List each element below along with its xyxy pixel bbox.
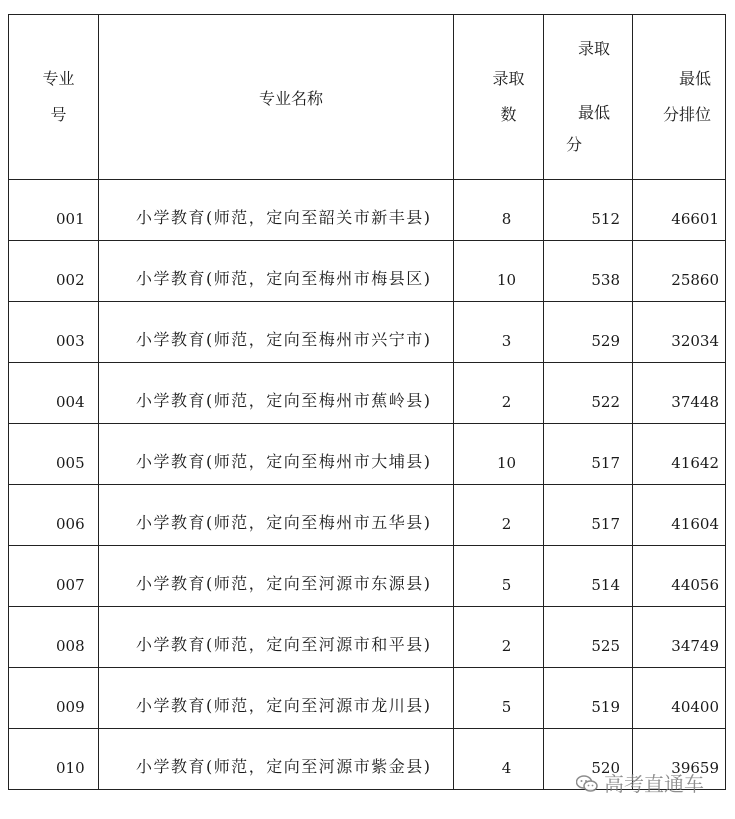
- cell-major-code: 007: [9, 546, 99, 607]
- header-admit-count-line2: 数: [500, 105, 517, 124]
- cell-major-name: 小学教育(师范，定向至河源市和平县): [99, 607, 454, 668]
- table-row: [9, 485, 726, 546]
- cell-major-name: 小学教育(师范，定向至梅州市大埔县): [99, 424, 454, 485]
- watermark-text: 高考直通车: [604, 772, 704, 796]
- cell-admit-count: 10: [454, 241, 544, 302]
- cell-major-name: 小学教育(师范，定向至河源市紫金县): [99, 729, 454, 790]
- cell-min-score: 519: [544, 668, 633, 729]
- cell-min-rank: 32034: [633, 302, 726, 363]
- header-admit-count-line1: 录取: [492, 69, 525, 88]
- header-min-rank: [633, 15, 726, 180]
- header-admit-count: [454, 15, 544, 180]
- cell-major-code: 003: [9, 302, 99, 363]
- cell-min-rank: 40400: [633, 668, 726, 729]
- cell-min-rank: 41604: [633, 485, 726, 546]
- cell-min-rank: 41642: [633, 424, 726, 485]
- table-row: [9, 302, 726, 363]
- cell-admit-count: 2: [454, 363, 544, 424]
- header-major-code-line2: 号: [50, 105, 67, 124]
- header-row: [9, 15, 726, 180]
- cell-admit-count: 8: [454, 180, 544, 241]
- cell-min-score: 517: [544, 424, 633, 485]
- cell-major-name: 小学教育(师范，定向至韶关市新丰县): [99, 180, 454, 241]
- cell-min-rank: 37448: [633, 363, 726, 424]
- header-min-score-line1: 录取: [578, 39, 611, 58]
- cell-major-code: 004: [9, 363, 99, 424]
- cell-major-name: 小学教育(师范，定向至梅州市五华县): [99, 485, 454, 546]
- cell-major-name: 小学教育(师范，定向至河源市东源县): [99, 546, 454, 607]
- header-min-score-line2: 最低: [578, 103, 611, 122]
- header-min-score-line3: 分: [566, 135, 583, 154]
- cell-major-code: 001: [9, 180, 99, 241]
- cell-major-name: 小学教育(师范，定向至梅州市蕉岭县): [99, 363, 454, 424]
- table-body: [9, 180, 726, 790]
- header-major-code-line1: 专业: [42, 69, 75, 88]
- header-major-name: [99, 15, 454, 180]
- table-row: [9, 241, 726, 302]
- admission-table-container: [8, 14, 725, 790]
- cell-min-score: 529: [544, 302, 633, 363]
- cell-min-rank: 25860: [633, 241, 726, 302]
- cell-min-rank: 34749: [633, 607, 726, 668]
- cell-min-score: 512: [544, 180, 633, 241]
- cell-min-score: 514: [544, 546, 633, 607]
- cell-min-score: 538: [544, 241, 633, 302]
- cell-admit-count: 4: [454, 729, 544, 790]
- table-row: [9, 363, 726, 424]
- cell-admit-count: 2: [454, 485, 544, 546]
- cell-min-score: 517: [544, 485, 633, 546]
- cell-admit-count: 10: [454, 424, 544, 485]
- cell-min-rank: 39659: [633, 729, 726, 790]
- cell-admit-count: 3: [454, 302, 544, 363]
- cell-min-score: 525: [544, 607, 633, 668]
- admission-table: [8, 14, 726, 790]
- table-row: [9, 180, 726, 241]
- cell-major-name: 小学教育(师范，定向至梅州市兴宁市): [99, 302, 454, 363]
- header-major-code: [9, 15, 99, 180]
- cell-major-code: 006: [9, 485, 99, 546]
- header-min-rank-line2: 分排位: [662, 105, 711, 124]
- table-row: [9, 607, 726, 668]
- table-row: [9, 546, 726, 607]
- cell-major-code: 002: [9, 241, 99, 302]
- wechat-icon: [576, 774, 598, 792]
- header-min-score: [544, 15, 633, 180]
- header-min-rank-line1: 最低: [678, 69, 711, 88]
- cell-min-score: 522: [544, 363, 633, 424]
- table-row: [9, 668, 726, 729]
- cell-admit-count: 2: [454, 607, 544, 668]
- table-header: [9, 15, 726, 180]
- cell-major-code: 009: [9, 668, 99, 729]
- cell-admit-count: 5: [454, 668, 544, 729]
- cell-major-code: 010: [9, 729, 99, 790]
- watermark: [576, 768, 704, 797]
- header-major-name-label: 专业名称: [258, 88, 323, 108]
- cell-min-rank: 46601: [633, 180, 726, 241]
- table-row: [9, 424, 726, 485]
- cell-major-code: 008: [9, 607, 99, 668]
- cell-major-name: 小学教育(师范，定向至河源市龙川县): [99, 668, 454, 729]
- cell-min-score: 520: [544, 729, 633, 790]
- cell-major-code: 005: [9, 424, 99, 485]
- cell-admit-count: 5: [454, 546, 544, 607]
- cell-min-rank: 44056: [633, 546, 726, 607]
- cell-major-name: 小学教育(师范，定向至梅州市梅县区): [99, 241, 454, 302]
